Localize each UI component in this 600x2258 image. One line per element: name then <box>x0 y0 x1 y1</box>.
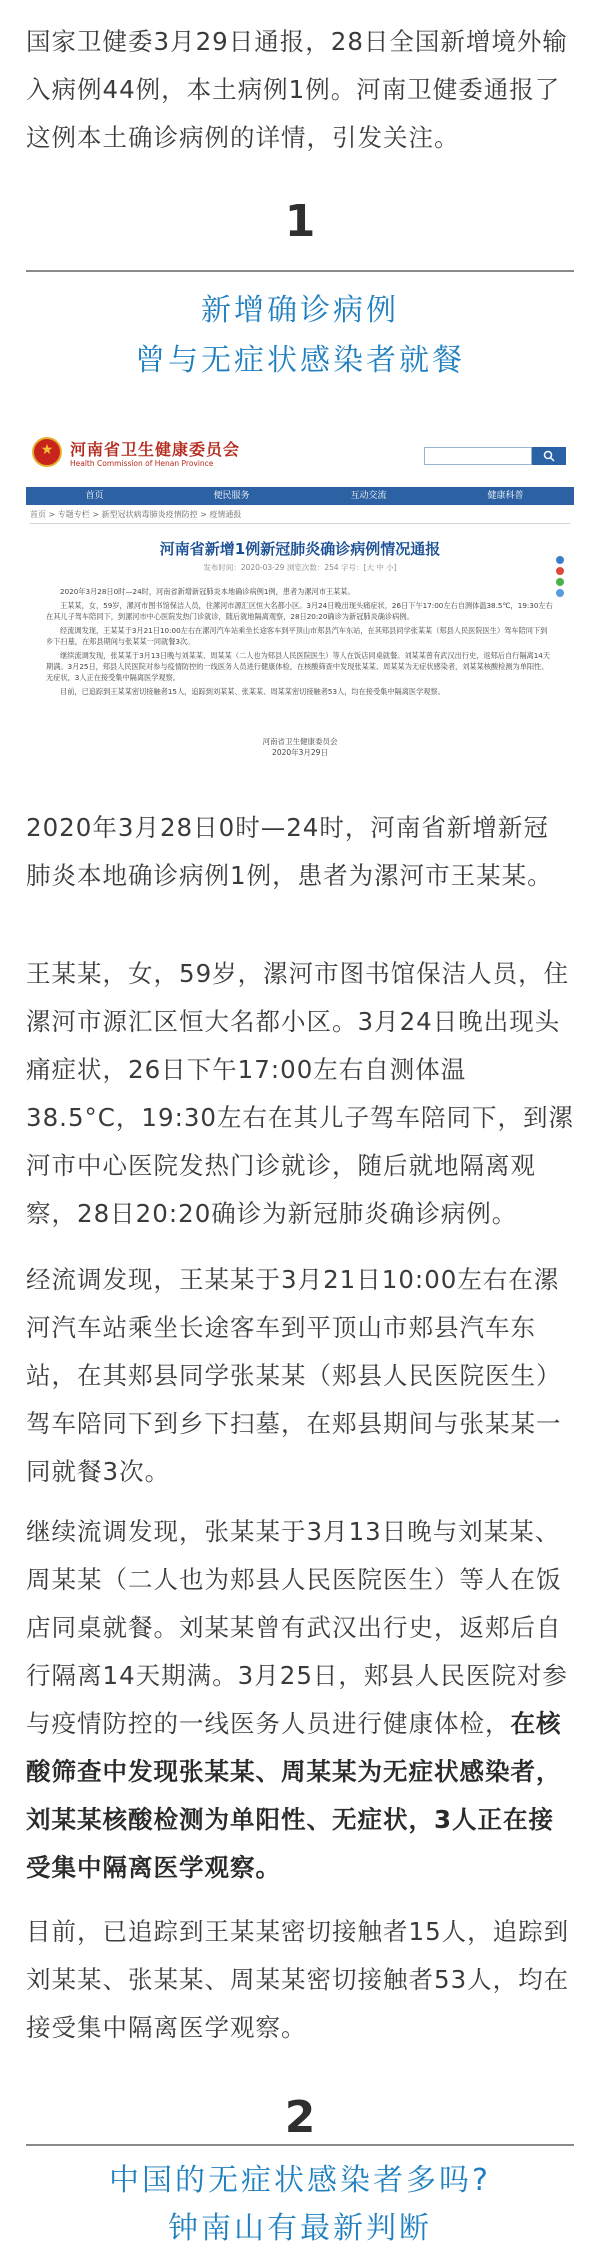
site-search-input[interactable] <box>424 447 532 465</box>
search-icon <box>543 450 555 462</box>
nav-item-interaction[interactable]: 互动交流 <box>350 491 387 501</box>
body-paragraph-4 <box>26 1508 574 1892</box>
intro-paragraph: 国家卫健委3月29日通报，28日全国新增境外输入病例44例，本土病例1例。河南卫健委通报了这例本土确诊病例的详情，引发关注。 <box>26 27 568 152</box>
notice-body <box>30 523 570 755</box>
body-paragraph-1: 2020年3月28日0时—24时，河南省新增新冠肺炎本地确诊病例1例，患者为漯河市王某某。 <box>26 813 553 890</box>
notice-signature <box>30 736 570 758</box>
section-2-title-line2: 钟南山有最新判断 <box>168 2211 432 2246</box>
nav-item-services[interactable]: 便民服务 <box>213 491 250 501</box>
section-1-number: 1 <box>284 196 316 247</box>
body-paragraph-4-bold: 在核酸筛查中发现张某某、周某某为无症状感染者，刘某某核酸检测为单阳性、无症状，3人正在接受集中隔离医学观察。 <box>26 1709 562 1882</box>
section-1-divider <box>26 270 574 272</box>
notice-signature-date: 2020年3月29日 <box>272 748 328 757</box>
nav-item-home[interactable]: 首页 <box>85 491 104 501</box>
section-2-divider <box>26 2144 574 2146</box>
section-1-title-line2: 曾与无症状感染者就餐 <box>135 343 465 378</box>
body-paragraph-3: 经流调发现，王某某于3月21日10:00左右在漯河汽车站乘坐长途客车到平顶山市郏县汽车东站，在其郏县同学张某某（郏县人民医院医生）驾车陪同下到乡下扫墓，在郏县期间与张某某一同就餐3次。 <box>26 1265 562 1486</box>
breadcrumb: 首页 > 专题专栏 > 新型冠状病毒肺炎疫情防控 > 疫情通报 <box>30 510 242 519</box>
share-qzone-icon[interactable] <box>556 556 564 564</box>
section-2-number: 2 <box>284 2092 316 2143</box>
share-icons <box>556 556 566 600</box>
notice-paragraph: 2020年3月28日0时—24时，河南省新增新冠肺炎本地确诊病例1例，患者为漯河市王某某。 <box>60 587 355 596</box>
body-paragraph-5: 目前，已追踪到王某某密切接触者15人，追踪到刘某某、张某某、周某某密切接触者53人，均在接受集中隔离医学观察。 <box>26 1917 570 2042</box>
embedded-notice-screenshot <box>26 425 574 758</box>
notice-text <box>46 586 554 700</box>
notice-paragraph: 王某某，女，59岁，漯河市图书馆保洁人员，住漯河市源汇区恒大名都小区。3月24日晚出现头痛症状，26日下午17:00左右自测体温38.5℃，19:30左右在其儿子驾车陪同下，到漯河市中心医院发热门诊就诊，随后就地隔离观察，28日20:20确诊为新冠肺炎确诊病例。 <box>46 601 553 621</box>
notice-meta: 发布时间：2020-03-29 浏览次数：254 字号：[大 中 小] <box>203 563 397 572</box>
share-wechat-icon[interactable] <box>556 578 564 586</box>
notice-paragraph: 目前，已追踪到王某某密切接触者15人，追踪到刘某某、张某某、周某某密切接触者53人，均在接受集中隔离医学观察。 <box>60 687 445 696</box>
site-header <box>26 425 574 485</box>
section-2-title-line1: 中国的无症状感染者多吗? <box>109 2163 491 2198</box>
site-nav <box>26 487 574 505</box>
share-weibo-icon[interactable] <box>556 567 564 575</box>
notice-paragraph: 继续流调发现，张某某于3月13日晚与刘某某、周某某（二人也为郏县人民医院医生）等人在饭店同桌就餐。刘某某曾有武汉出行史，返郏后自行隔离14天期满。3月25日，郏县人民医院对参与疫情防控的一线医务人员进行健康体检，在核酸筛查中发现张某某、周某某为无症状感染者，刘某某核酸检测为单阳性、无症状，3人正在接受集中隔离医学观察。 <box>46 651 551 682</box>
site-name-en: Health Commission of Henan Province <box>70 459 214 468</box>
notice-title: 河南省新增1例新冠肺炎确诊病例情况通报 <box>159 540 441 558</box>
body-paragraph-2: 王某某，女，59岁，漯河市图书馆保洁人员，住漯河市源汇区恒大名都小区。3月24日晚出现头痛症状，26日下午17:00左右自测体温38.5°C，19:30左右在其儿子驾车陪同下，到漯河市中心医院发热门诊就诊，随后就地隔离观察，28日20:20确诊为新冠肺炎确诊病例。 <box>26 959 575 1228</box>
body-paragraph-4-text: 继续流调发现，张某某于3月13日晚与刘某某、周某某（二人也为郏县人民医院医生）等人在饭店同桌就餐。刘某某曾有武汉出行史，返郏后自行隔离14天期满。3月25日，郏县人民医院对参与疫情防控的一线医务人员进行健康体检， <box>26 1517 568 1738</box>
site-search-button[interactable] <box>532 447 566 465</box>
share-qq-icon[interactable] <box>556 589 564 597</box>
notice-signature-org: 河南省卫生健康委员会 <box>262 737 338 746</box>
nav-item-health-education[interactable]: 健康科普 <box>487 491 524 501</box>
site-name: 河南省卫生健康委员会 <box>70 440 241 459</box>
section-1-title-line1: 新增确诊病例 <box>201 293 399 328</box>
notice-paragraph: 经流调发现，王某某于3月21日10:00左右在漯河汽车站乘坐长途客车到平顶山市郏县汽车东站，在其郏县同学张某某（郏县人民医院医生）驾车陪同下到乡下扫墓，在郏县期间与张某某一同就餐3次。 <box>46 626 548 646</box>
national-emblem-icon <box>32 437 62 467</box>
